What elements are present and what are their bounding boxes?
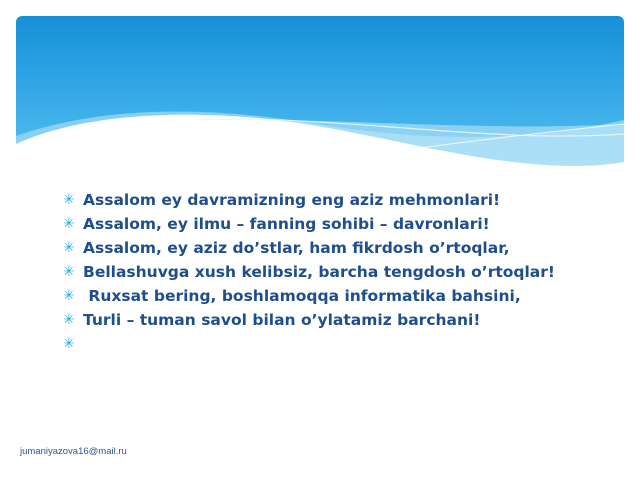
bullet-item [63, 262, 606, 282]
bullet-item [63, 238, 606, 258]
asterisk-bullet-icon: ✳ [63, 312, 75, 328]
bullet-text: Assalom, ey ilmu – fanning sohibi – davronlari! [83, 215, 490, 233]
bullet-item [63, 190, 606, 210]
asterisk-bullet-icon: ✳ [63, 216, 75, 232]
footer-email: jumaniyazova16@mail.ru [20, 446, 127, 457]
header-banner [16, 16, 624, 186]
bullet-text: Ruxsat bering, boshlamoqqa informatika bahsini, [83, 287, 521, 305]
bullet-item [63, 286, 606, 306]
bullet-text: Assalom, ey aziz do’stlar, ham fikrdosh o’rtoqlar, [83, 239, 510, 257]
bullet-text: Turli – tuman savol bilan o’ylatamiz barchani! [83, 311, 481, 329]
bullet-text: Bellashuvga xush kelibsiz, barcha tengdosh o’rtoqlar! [83, 263, 555, 281]
asterisk-bullet-icon: ✳ [63, 240, 75, 256]
bullet-item [63, 310, 606, 330]
wave-decoration [16, 16, 624, 186]
bullet-item [63, 214, 606, 234]
asterisk-bullet-icon: ✳ [63, 264, 75, 280]
bullet-text: Assalom ey davramizning eng aziz mehmonlari! [83, 191, 501, 209]
asterisk-bullet-icon: ✳ [63, 336, 75, 352]
asterisk-bullet-icon: ✳ [63, 192, 75, 208]
asterisk-bullet-icon: ✳ [63, 288, 75, 304]
bullet-list [63, 190, 606, 352]
